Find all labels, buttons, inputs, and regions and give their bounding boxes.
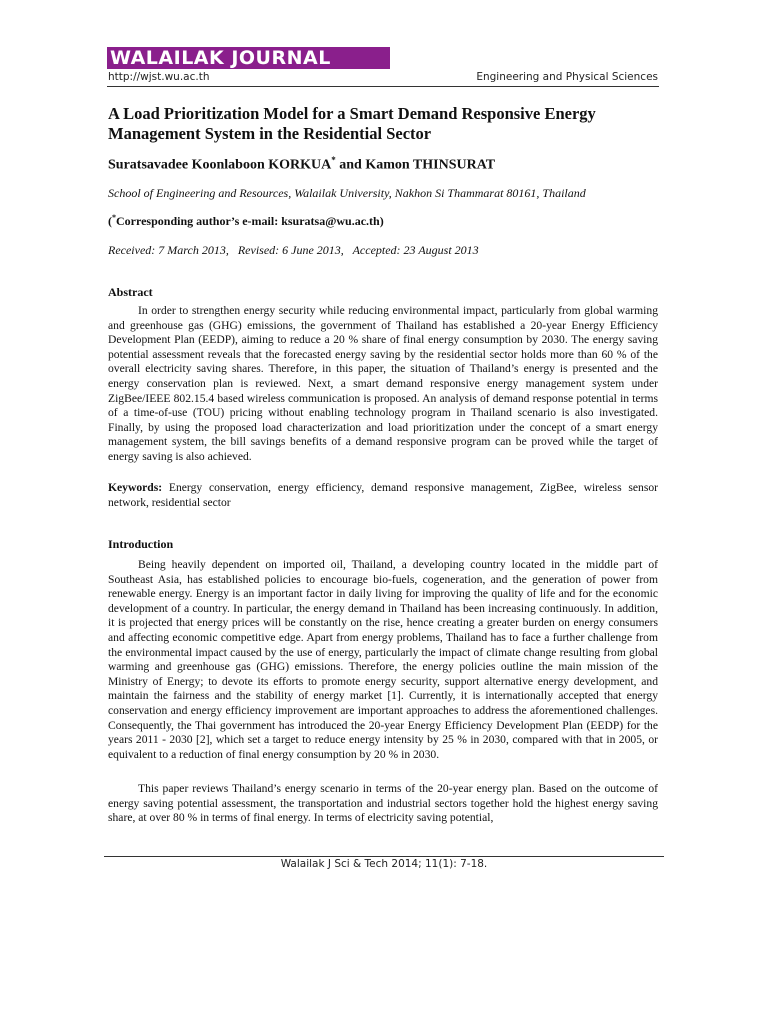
keywords-label: Keywords: <box>108 481 163 494</box>
abstract-heading: Abstract <box>108 285 153 299</box>
keywords <box>108 481 658 510</box>
affiliation: School of Engineering and Resources, Walailak University, Nakhon Si Thammarat 80161, Thailand <box>108 186 586 200</box>
journal-banner: WALAILAK JOURNAL <box>107 47 390 69</box>
footer-citation: Walailak J Sci & Tech 2014; 11(1): 7-18. <box>280 858 488 870</box>
paper-title: A Load Prioritization Model for a Smart Demand Responsive Energy Management System in the Residential Sector <box>108 104 596 143</box>
introduction-heading: Introduction <box>108 537 174 551</box>
corresponding-email: Corresponding author’s e-mail: ksuratsa@wu.ac.th) <box>116 214 384 228</box>
author-1: Suratsavadee Koonlaboon KORKUA <box>108 157 332 173</box>
header-rule <box>107 86 659 87</box>
author-list <box>108 155 668 174</box>
corresponding-mark: * <box>331 155 336 165</box>
abstract-text: In order to strengthen energy security while reducing environmental impact, particularly from global warming and greenhouse gas (GHG) emissions, the government of Thailand has established a 20-year Energy Efficiency Development Plan (EEDP), aiming to reduce a 20 % share of final energy consumption by 2030. The energy saving potential assessment reveals that the forecasted energy saving by the residential sector holds more than 60 % of the overall electricity saving shares. Therefore, in this paper, the situation of Thailand’s energy is presented and the energy conservation plan is reviewed. Next, a smart demand responsive energy management system under ZigBee/IEEE 802.15.4 based wireless communication is proposed. An analysis of demand response potential in terms of a time-of-use (TOU) pricing without enabling technology program in Thailand scenario is also investigated. Finally, by using the proposed load characterization and load prioritization under the concept of a smart energy management system, the bill savings benefits of a demand responsive program can be proved while the target of energy saving is also achieved. <box>108 304 658 463</box>
journal-section: Engineering and Physical Sciences <box>476 71 658 83</box>
introduction-paragraph-2: This paper reviews Thailand’s energy scenario in terms of the 20-year energy plan. Based on the outcome of energy saving potential assessment, the transportation and industrial sectors together hold the highest energy saving share, at over 80 % in terms of final energy. In terms of electricity saving potential, <box>108 782 658 825</box>
footer-rule <box>104 856 664 857</box>
keywords-text: Energy conservation, energy efficiency, demand responsive management, ZigBee, wireless sensor network, residential sector <box>108 481 658 509</box>
running-header <box>108 71 658 87</box>
journal-url[interactable]: http://wjst.wu.ac.th <box>108 71 210 83</box>
corresponding-author <box>108 213 668 229</box>
corresponding-open: ( <box>108 214 112 228</box>
corresponding-asterisk: * <box>112 213 116 222</box>
introduction-paragraph-1: Being heavily dependent on imported oil, Thailand, a developing country located in the middle part of Southeast Asia, has established policies to encourage bio-fuels, cogeneration, and the generation of power from renewable energy. Energy is an important factor in daily living for improving the quality of life and for the economic development of a country. In particular, the energy demand in Thailand has been increasing continuously. In addition, it is projected that energy prices will be constantly on the rise, hence creating a greater burden on energy consumers and affecting economic competitive edge. Apart from energy problems, Thailand has to face a further challenge from the environmental impact caused by the use of energy, particularly the impact of climate change resulting from global warming and greenhouse gas (GHG) emissions. Therefore, the energy policies outline the main mission of the Ministry of Energy; to devote its efforts to promote energy security, support alternative energy development, and maintain the fairness and the stability of energy market [1]. Currently, it is internationally accepted that energy conservation and energy efficiency improvement are important approaches to address the aforementioned challenges. Consequently, the Thai government has introduced the 20-year Energy Efficiency Development Plan (EEDP) for the years 2011 - 2030 [2], which set a target to reduce energy intensity by 25 % in 2030, compared with that in 2005, or equivalent to a reduction of final energy consumption by 20 % in 2030. <box>108 558 658 761</box>
author-2: and Kamon THINSURAT <box>335 157 496 173</box>
article-dates: Received: 7 March 2013, Revised: 6 June 2013, Accepted: 23 August 2013 <box>108 243 479 257</box>
